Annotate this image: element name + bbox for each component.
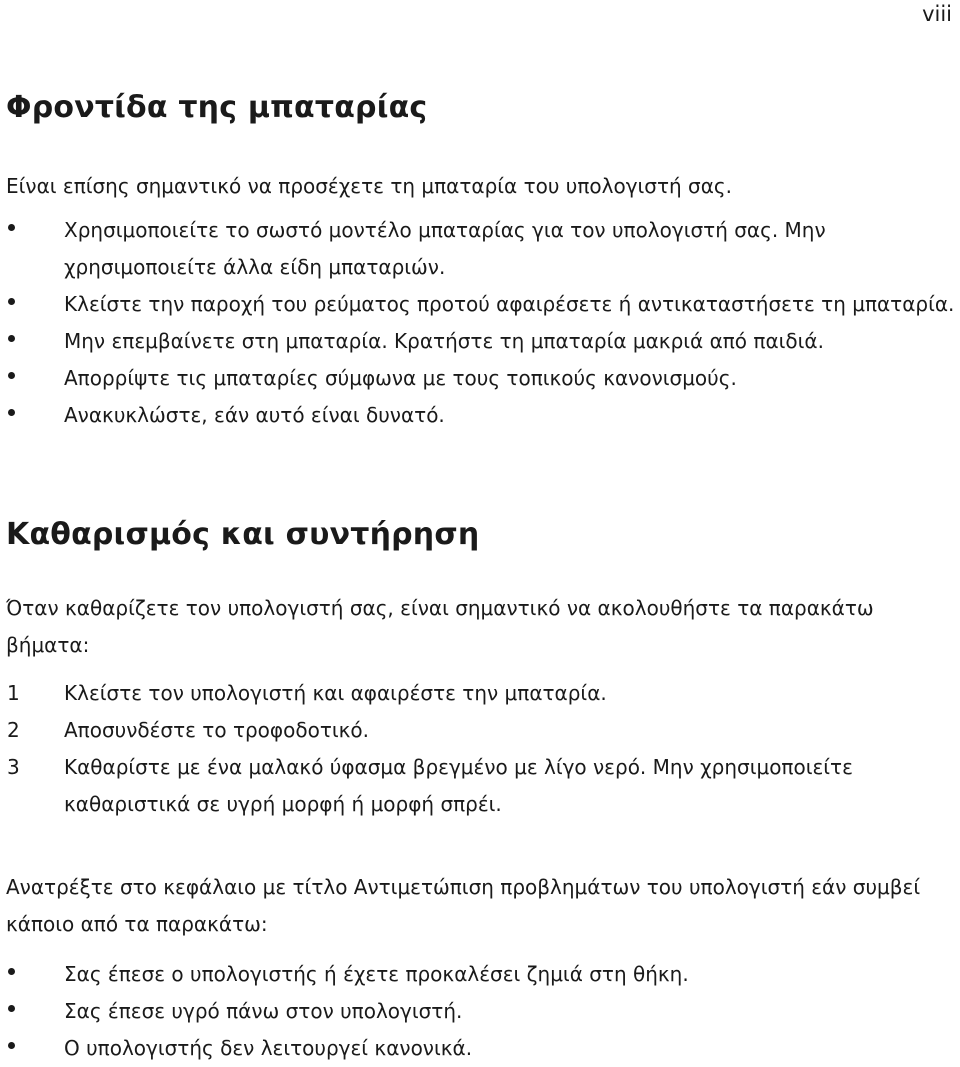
cleaning-intro: Όταν καθαρίζετε τον υπολογιστή σας, είναι σημαντικό να ακολουθήστε τα παρακάτω βήματα:	[6, 596, 874, 657]
list-item	[0, 286, 955, 323]
list-item	[0, 749, 955, 823]
list-item-text: Χρησιμοποιείτε το σωστό μοντέλο μπαταρίας για τον υπολογιστή σας. Μην χρησιμοποιείτε άλλα είδη μπαταριών.	[64, 218, 826, 279]
list-item	[0, 993, 955, 1030]
list-item-text: Σας έπεσε υγρό πάνω στον υπολογιστή.	[64, 999, 463, 1023]
list-item	[0, 712, 955, 749]
battery-intro: Είναι επίσης σημαντικό να προσέχετε τη μπαταρία του υπολογιστή σας.	[6, 174, 733, 198]
list-item	[0, 360, 955, 397]
page-number: viii	[922, 2, 952, 26]
bullet-icon	[8, 968, 15, 975]
step-number: 3	[7, 755, 20, 779]
list-item-text: Μην επεμβαίνετε στη μπαταρία. Κρατήστε τη μπαταρία μακριά από παιδιά.	[64, 329, 824, 353]
list-item	[0, 1030, 955, 1067]
list-item	[0, 397, 955, 434]
bullet-icon	[8, 224, 15, 231]
list-item-text: Ανακυκλώστε, εάν αυτό είναι δυνατό.	[64, 403, 445, 427]
list-item-text: Αποσυνδέστε το τροφοδοτικό.	[64, 718, 370, 742]
list-item	[0, 675, 955, 712]
cleaning-heading: Καθαρισμός και συντήρηση	[6, 517, 480, 552]
battery-list	[0, 212, 955, 434]
cleaning-steps	[0, 675, 955, 823]
bullet-icon	[8, 1042, 15, 1049]
list-item-text: Σας έπεσε ο υπολογιστής ή έχετε προκαλέσει ζημιά στη θήκη.	[64, 962, 689, 986]
list-item-text: Καθαρίστε με ένα μαλακό ύφασμα βρεγμένο με λίγο νερό. Μην χρησιμοποιείτε καθαριστικά σε υγρή μορφή ή μορφή σπρέι.	[64, 755, 853, 816]
cases-list	[0, 956, 955, 1067]
step-number: 1	[7, 681, 20, 705]
list-item	[0, 323, 955, 360]
list-item	[0, 212, 955, 286]
bullet-icon	[8, 372, 15, 379]
bullet-icon	[8, 298, 15, 305]
list-item-text: Κλείστε τον υπολογιστή και αφαιρέστε την μπαταρία.	[64, 681, 607, 705]
step-number: 2	[7, 718, 20, 742]
list-item-text: Κλείστε την παροχή του ρεύματος προτού αφαιρέσετε ή αντικαταστήσετε τη μπαταρία.	[64, 292, 955, 316]
battery-heading: Φροντίδα της μπαταρίας	[6, 90, 428, 125]
list-item-text: Απορρίψτε τις μπαταρίες σύμφωνα με τους τοπικούς κανονισμούς.	[64, 366, 737, 390]
list-item	[0, 956, 955, 993]
refer-paragraph: Ανατρέξτε στο κεφάλαιο με τίτλο Αντιμετώπιση προβλημάτων του υπολογιστή εάν συμβεί κάποιο από τα παρακάτω:	[6, 875, 921, 936]
bullet-icon	[8, 1005, 15, 1012]
bullet-icon	[8, 409, 15, 416]
bullet-icon	[8, 335, 15, 342]
list-item-text: Ο υπολογιστής δεν λειτουργεί κανονικά.	[64, 1036, 473, 1060]
